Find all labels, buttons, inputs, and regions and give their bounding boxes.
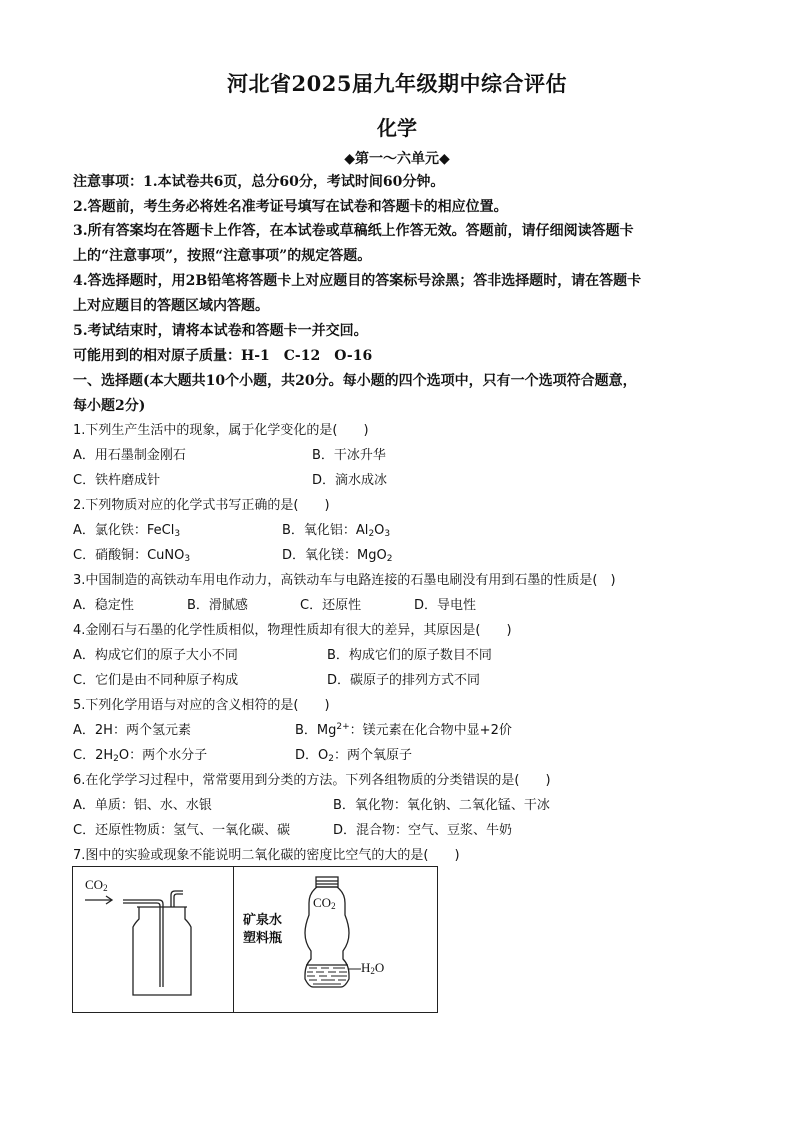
question-2-stem: 2.下列物质对应的化学式书写正确的是( ) [73,498,330,513]
question-5-option-c: C．$2H_2O$：两个水分子 [73,748,208,764]
question-7-figure [72,866,438,1013]
bottle-label-line-2: 塑料瓶 [243,931,283,946]
question-3-option-c: C．还原性 [300,598,362,613]
question-5-option-b: B．$Mg^{2+}$：镁元素在化合物中显+2价 [295,722,512,738]
water-hatching [307,968,361,984]
question-7-stem: 7.图中的实验或现象不能说明二氧化碳的密度比空气的大的是( ) [73,848,460,863]
question-6-option-c: C．还原性物质：氢气、一氧化碳、碳 [73,823,291,838]
question-4-stem: 4.金刚石与石墨的化学性质相似，物理性质却有很大的差异，其原因是( ) [73,623,512,638]
plastic-bottle-drawing [305,877,349,987]
unit-range: ◆第一～六单元◆ [344,151,450,167]
exam-title: 河北省2025届九年级期中综合评估 [227,71,567,96]
section-heading-line-b: 每小题2分) [73,398,146,414]
question-6-option-b: B．氧化物：氧化钠、二氧化锰、干冰 [333,798,550,813]
question-4-option-c: C．它们是由不同种原子构成 [73,673,239,688]
question-4-option-b: B．构成它们的原子数目不同 [327,648,492,663]
question-2-option-c: C．硝酸铜：CuNO$_3$ [73,548,191,564]
note-1-text: 1.本试卷共6页，总分60分，考试时间60分钟。 [143,174,445,190]
question-1-option-c: C．铁杵磨成针 [73,473,161,488]
inlet-gas-label: $CO_2$ [85,877,108,893]
question-3-stem: 3.中国制造的高铁动车用电作动力，高铁动车与电路连接的石墨电刷没有用到石墨的性质是( ) [73,573,616,588]
atomic-mass-line: 可能用到的相对原子质量：H-1 C-12 O-16 [73,348,373,364]
question-1-option-a: A．用石墨制金刚石 [73,448,186,463]
question-4-option-d: D．碳原子的排列方式不同 [327,673,481,688]
question-6-option-a: A．单质：铝、水、水银 [73,798,212,813]
question-5-stem: 5.下列化学用语与对应的含义相符的是( ) [73,698,330,713]
note-2: 2.答题前，考生务必将姓名准考证号填写在试卷和答题卡的相应位置。 [73,199,508,215]
question-2-option-a: A．氯化铁：FeCl$_3$ [73,523,181,539]
note-1 [73,172,444,192]
question-3-option-b: B．滑腻感 [187,598,248,613]
note-4-line-b: 上对应题目的答题区域内答题。 [73,298,269,314]
question-6-stem: 6.在化学学习过程中，常常要用到分类的方法。下列各组物质的分类错误的是( ) [73,773,551,788]
question-5-option-d: D．$O_2$：两个氧原子 [295,748,412,764]
note-3-line-a: 3.所有答案均在答题卡上作答，在本试卷或草稿纸上作答无效。答题前，请仔细阅读答题卡 [73,223,634,239]
bottle-gas-label: $CO_2$ [313,895,336,911]
note-4-line-a: 4.答选择题时，用2B铅笔将答题卡上对应题目的答案标号涂黑；答非选择题时，请在答题卡 [73,273,642,289]
question-6-option-d: D．混合物：空气、豆浆、牛奶 [333,823,513,838]
question-5-option-a: A．2H：两个氢元素 [73,723,191,738]
question-1-stem: 1.下列生产生活中的现象，属于化学变化的是( ) [73,423,369,438]
bottle-label-line-1: 矿泉水 [243,913,283,928]
question-2-option-b: B．氧化铝：$Al_2O_3$ [282,523,391,539]
gas-bottle-drawing [85,891,191,995]
section-heading-line-a: 一、选择题(本大题共10个小题，共20分。每小题的四个选项中，只有一个选项符合题意， [73,373,637,389]
note-3-line-b: 上的“注意事项”，按照“注意事项”的规定答题。 [73,248,372,264]
question-2-option-d: D．氧化镁：MgO$_2$ [282,548,393,564]
question-3-option-a: A．稳定性 [73,598,134,613]
notes-label: 注意事项： [73,174,143,190]
question-4-option-a: A．构成它们的原子大小不同 [73,648,238,663]
note-5: 5.考试结束时，请将本试卷和答题卡一并交回。 [73,323,368,339]
question-1-option-b: B．干冰升华 [312,448,386,463]
question-3-option-d: D．导电性 [414,598,477,613]
exam-subject: 化学 [377,116,417,140]
question-1-option-d: D．滴水成冰 [312,473,388,488]
water-label: $H_2O$ [361,960,385,976]
